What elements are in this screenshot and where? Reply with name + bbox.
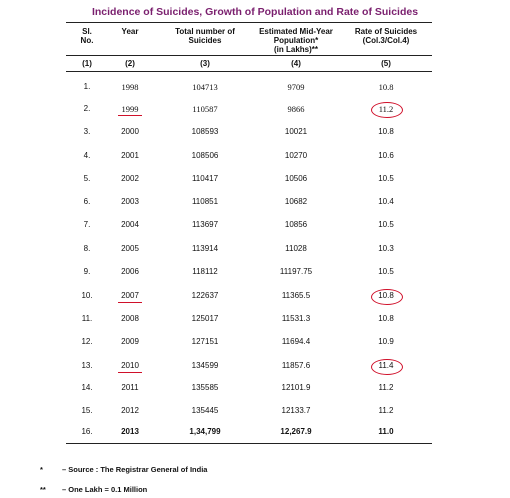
column-number-1: (1) xyxy=(82,59,92,68)
cell-rate: 11.4 xyxy=(378,361,394,370)
cell-suicides: 104713 xyxy=(192,82,218,92)
cell-year: 2005 xyxy=(121,244,139,253)
column-number-3: (3) xyxy=(200,59,210,68)
table-row xyxy=(0,174,510,186)
cell-suicides: 113697 xyxy=(191,220,219,229)
footnote-source xyxy=(40,465,207,474)
cell-rate: 11.2 xyxy=(378,104,394,114)
cell-sl: 7. xyxy=(83,220,91,229)
cell-year: 2001 xyxy=(121,151,139,160)
cell-suicides: 125017 xyxy=(191,314,219,323)
table-row xyxy=(0,337,510,349)
page-title: Incidence of Suicides, Growth of Population and Rate of Suicides xyxy=(91,6,419,18)
cell-population: 12133.7 xyxy=(281,406,311,415)
table-row xyxy=(0,220,510,232)
table-row xyxy=(0,82,510,94)
cell-population: 10856 xyxy=(284,220,308,229)
cell-population: 12101.9 xyxy=(281,383,311,392)
cell-suicides: 1,34,799 xyxy=(189,427,221,436)
cell-rate: 11.0 xyxy=(378,427,394,436)
table-row xyxy=(0,104,510,116)
cell-population: 10682 xyxy=(284,197,308,206)
table-row xyxy=(0,127,510,139)
cell-year: 2008 xyxy=(121,314,139,323)
header-suicides-line2: Suicides xyxy=(188,36,222,45)
cell-rate: 10.8 xyxy=(378,291,394,300)
cell-suicides: 118112 xyxy=(192,267,218,276)
header-sl-line2: No. xyxy=(80,36,94,45)
cell-year: 2012 xyxy=(121,406,139,415)
header-rate-line1: Rate of Suicides xyxy=(354,27,418,36)
table-row xyxy=(0,361,510,373)
cell-rate: 10.8 xyxy=(378,314,394,323)
cell-rate: 10.5 xyxy=(378,174,394,183)
cell-year: 2002 xyxy=(121,174,139,183)
cell-population: 9709 xyxy=(287,82,305,92)
column-number-4: (4) xyxy=(291,59,301,68)
cell-sl: 15. xyxy=(81,406,93,415)
cell-suicides: 110851 xyxy=(191,197,219,206)
cell-year: 2007 xyxy=(121,291,139,300)
table-row xyxy=(0,406,510,418)
cell-population: 11028 xyxy=(285,244,307,253)
cell-suicides: 108506 xyxy=(191,151,219,160)
header-rule xyxy=(66,55,432,56)
highlight-circle-2010 xyxy=(371,359,403,375)
table-row xyxy=(0,291,510,303)
table-row xyxy=(0,314,510,326)
cell-suicides: 122637 xyxy=(191,291,219,300)
cell-year: 2010 xyxy=(121,361,139,370)
cell-year: 2003 xyxy=(121,197,139,206)
cell-suicides: 127151 xyxy=(191,337,219,346)
cell-sl: 5. xyxy=(83,174,91,183)
cell-sl: 9. xyxy=(83,267,91,276)
cell-sl: 10. xyxy=(81,291,93,300)
cell-sl: 4. xyxy=(83,151,91,160)
cell-suicides: 110587 xyxy=(192,104,218,114)
header-population xyxy=(250,27,342,54)
column-number-rule xyxy=(66,71,432,72)
cell-suicides: 134599 xyxy=(191,361,219,370)
cell-sl: 3. xyxy=(83,127,91,136)
cell-sl: 14. xyxy=(81,383,93,392)
cell-suicides: 108593 xyxy=(191,127,219,136)
header-population-line3: (in Lakhs)** xyxy=(273,45,318,54)
table-row xyxy=(0,151,510,163)
cell-population: 9866 xyxy=(287,104,305,114)
footnote-lakh xyxy=(40,485,147,494)
cell-rate: 10.8 xyxy=(378,82,394,92)
highlight-circle-1999 xyxy=(371,102,403,118)
cell-population: 11857.6 xyxy=(281,361,311,370)
cell-sl: 6. xyxy=(83,197,91,206)
table-row xyxy=(0,267,510,279)
cell-rate: 10.5 xyxy=(378,267,394,276)
footnote-text: – Source : The Registrar General of India xyxy=(62,465,208,474)
header-suicides xyxy=(165,27,245,45)
footnote-mark: * xyxy=(40,465,43,474)
footnote-text: – One Lakh = 0.1 Million xyxy=(62,485,148,494)
cell-rate: 10.9 xyxy=(378,337,394,346)
cell-sl: 12. xyxy=(81,337,93,346)
cell-year: 1999 xyxy=(121,104,139,114)
cell-rate: 10.3 xyxy=(378,244,394,253)
cell-population: 11694.4 xyxy=(281,337,311,346)
highlight-underline-2007 xyxy=(118,302,142,303)
cell-sl: 16. xyxy=(81,427,93,436)
cell-year: 2009 xyxy=(121,337,139,346)
table-row xyxy=(0,197,510,209)
column-number-2: (2) xyxy=(125,59,135,68)
cell-year: 2004 xyxy=(121,220,139,229)
cell-year: 2011 xyxy=(121,383,139,392)
cell-sl: 2. xyxy=(83,104,91,113)
cell-year: 2000 xyxy=(121,127,139,136)
cell-population: 10021 xyxy=(284,127,308,136)
table-row xyxy=(0,383,510,395)
table-row xyxy=(0,427,510,439)
highlight-underline-1999 xyxy=(118,115,142,116)
cell-rate: 10.6 xyxy=(378,151,394,160)
header-rate-line2: (Col.3/Col.4) xyxy=(362,36,410,45)
footnote-mark: ** xyxy=(40,485,46,494)
cell-population: 10506 xyxy=(284,174,308,183)
header-year xyxy=(108,27,152,36)
cell-rate: 10.5 xyxy=(378,220,394,229)
cell-suicides: 113914 xyxy=(191,244,219,253)
header-year-line1: Year xyxy=(121,27,139,36)
cell-rate: 10.4 xyxy=(378,197,394,206)
header-sl xyxy=(70,27,104,45)
highlight-circle-2007 xyxy=(371,289,403,305)
header-suicides-line1: Total number of xyxy=(175,27,235,36)
column-number-5: (5) xyxy=(381,59,391,68)
cell-sl: 11. xyxy=(81,314,93,323)
cell-rate: 11.2 xyxy=(378,406,394,415)
header-sl-line1: Sl. xyxy=(82,27,92,36)
table-row xyxy=(0,244,510,256)
cell-year: 2013 xyxy=(121,427,139,436)
cell-sl: 8. xyxy=(83,244,91,253)
cell-suicides: 135445 xyxy=(191,406,219,415)
header-population-line2: Population* xyxy=(273,36,319,45)
cell-suicides: 110417 xyxy=(191,174,219,183)
header-population-line1: Estimated Mid-Year xyxy=(259,27,333,36)
cell-year: 2006 xyxy=(121,267,139,276)
table-bottom-rule xyxy=(66,443,432,444)
cell-population: 11197.75 xyxy=(279,267,313,276)
cell-rate: 10.8 xyxy=(378,127,394,136)
cell-population: 12,267.9 xyxy=(280,427,312,436)
cell-population: 11531.3 xyxy=(281,314,311,323)
cell-sl: 1. xyxy=(83,82,91,91)
highlight-underline-2010 xyxy=(118,372,142,373)
cell-population: 10270 xyxy=(284,151,308,160)
cell-suicides: 135585 xyxy=(191,383,219,392)
cell-population: 11365.5 xyxy=(281,291,311,300)
header-rate xyxy=(345,27,427,45)
cell-year: 1998 xyxy=(121,82,139,92)
cell-sl: 13. xyxy=(81,361,93,370)
table-top-rule xyxy=(66,22,432,23)
cell-rate: 11.2 xyxy=(378,383,394,392)
